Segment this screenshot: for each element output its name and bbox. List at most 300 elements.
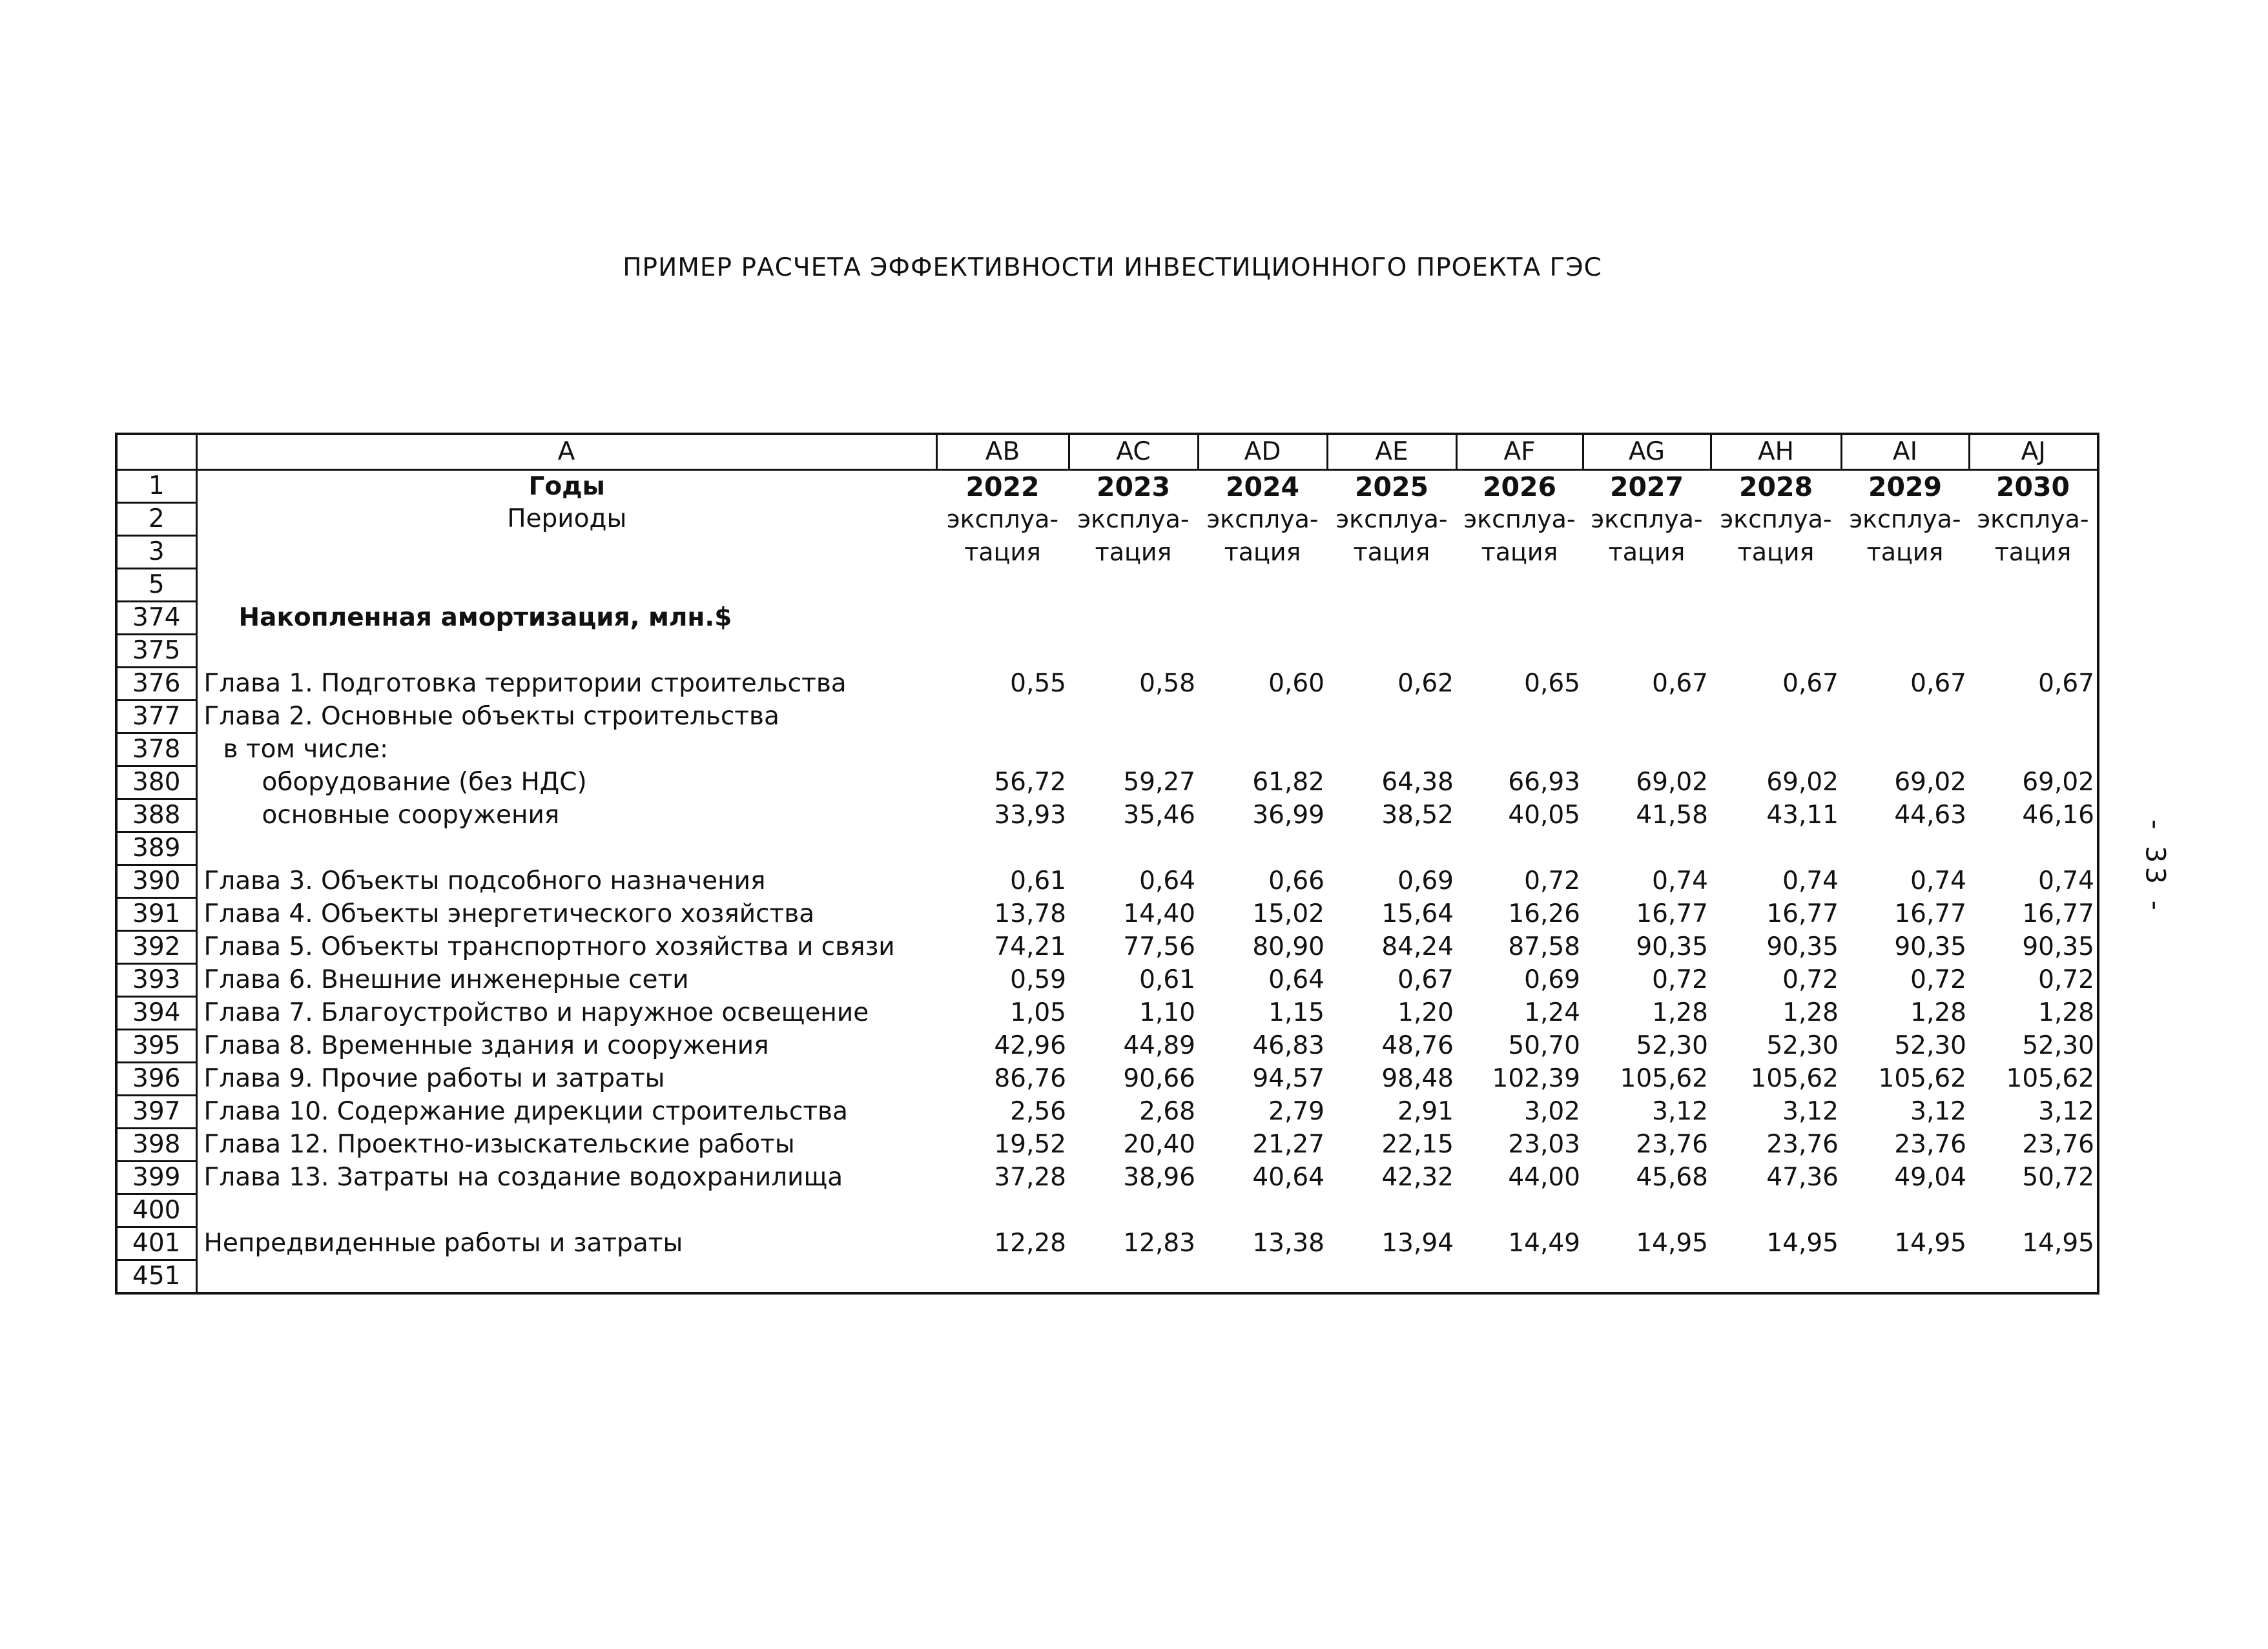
value-cell[interactable] [1327, 832, 1456, 865]
value-cell[interactable]: 21,27 [1252, 1130, 1325, 1159]
row-label: Глава 5. Объекты транспортного хозяйства и связи [196, 931, 936, 964]
value-cell[interactable]: 14,95 [1969, 1227, 2098, 1260]
value-cell[interactable] [1069, 1194, 1198, 1227]
row-label: Глава 12. Проектно-изыскательские работы [196, 1129, 936, 1162]
value-cell[interactable]: 41,58 [1636, 801, 1708, 830]
value-cell[interactable]: 80,90 [1252, 932, 1325, 961]
value-cell[interactable]: 0,59 [1010, 965, 1066, 994]
value-cell[interactable] [936, 832, 1069, 865]
value-cell[interactable]: 0,55 [1010, 669, 1066, 698]
value-cell[interactable] [1327, 1260, 1456, 1294]
period-cell[interactable]: эксплуа- [1206, 505, 1319, 533]
value-cell[interactable]: 38,96 [1123, 1163, 1195, 1192]
value-cell[interactable]: 16,77 [1894, 899, 1966, 928]
value-cell[interactable]: 69,02 [1969, 766, 2098, 799]
year-cell[interactable]: 2027 [1609, 471, 1684, 502]
row-number[interactable]: 392 [116, 931, 196, 964]
value-cell[interactable]: 52,30 [1969, 1030, 2098, 1063]
period-cell[interactable]: эксплуа- [1463, 505, 1576, 533]
value-cell[interactable]: 16,26 [1508, 899, 1580, 928]
value-cell[interactable]: 59,27 [1123, 768, 1195, 797]
value-cell[interactable]: 90,35 [1969, 931, 2098, 964]
value-cell[interactable]: 36,99 [1252, 801, 1325, 830]
value-cell[interactable] [1069, 635, 1198, 668]
value-cell[interactable]: 23,03 [1508, 1130, 1580, 1159]
value-cell[interactable] [1711, 832, 1841, 865]
period-cell[interactable]: тация [1095, 538, 1172, 566]
period-cell[interactable]: тация [1608, 538, 1686, 566]
value-cell[interactable]: 0,72 [1652, 965, 1708, 994]
value-cell[interactable]: 23,76 [1894, 1130, 1966, 1159]
value-cell[interactable] [1456, 832, 1583, 865]
table-row [116, 1030, 2098, 1063]
value-cell[interactable]: 15,64 [1381, 899, 1454, 928]
period-cell[interactable]: эксплуа- [1969, 503, 2098, 536]
value-cell[interactable]: 3,12 [1652, 1097, 1708, 1126]
value-cell[interactable] [1711, 1194, 1841, 1227]
row-number[interactable]: 398 [116, 1129, 196, 1162]
value-cell[interactable]: 13,94 [1381, 1229, 1454, 1258]
value-cell[interactable] [1711, 733, 1841, 766]
year-cell[interactable]: 2029 [1868, 471, 1943, 502]
empty-cell[interactable] [1583, 602, 1711, 635]
periods-row [116, 503, 2098, 536]
row-number[interactable]: 391 [116, 898, 196, 931]
value-cell[interactable]: 40,64 [1252, 1163, 1325, 1192]
value-cell[interactable]: 66,93 [1508, 768, 1580, 797]
value-cell[interactable] [1198, 701, 1327, 733]
value-cell[interactable] [1456, 733, 1583, 766]
value-cell[interactable] [1583, 635, 1711, 668]
row-number[interactable]: 394 [116, 997, 196, 1030]
period-cell[interactable]: тация [1866, 538, 1944, 566]
row-number[interactable]: 1 [116, 470, 196, 503]
row-number[interactable]: 397 [116, 1096, 196, 1129]
value-cell[interactable]: 42,96 [994, 1031, 1066, 1060]
empty-cell[interactable] [1456, 569, 1583, 602]
value-cell[interactable]: 69,02 [1894, 768, 1966, 797]
value-cell[interactable] [1327, 701, 1456, 733]
table-row [116, 733, 2098, 766]
empty-cell[interactable] [1327, 569, 1456, 602]
value-cell[interactable]: 105,62 [1750, 1064, 1839, 1093]
column-header[interactable]: AI [1841, 434, 1969, 470]
row-label: оборудование (без НДС) [196, 766, 936, 799]
value-cell[interactable]: 3,02 [1524, 1097, 1580, 1126]
value-cell[interactable]: 0,66 [1268, 866, 1325, 896]
row-number[interactable]: 378 [116, 733, 196, 766]
value-cell[interactable]: 46,16 [1969, 799, 2098, 832]
value-cell[interactable]: 84,24 [1381, 932, 1454, 961]
value-cell[interactable] [1198, 832, 1327, 865]
value-cell[interactable] [1583, 1260, 1711, 1294]
table-row [116, 964, 2098, 997]
value-cell[interactable]: 87,58 [1508, 932, 1580, 961]
value-cell[interactable]: 37,28 [994, 1163, 1066, 1192]
row-number[interactable]: 5 [116, 569, 196, 602]
value-cell[interactable]: 2,91 [1397, 1097, 1454, 1126]
value-cell[interactable] [1069, 733, 1198, 766]
value-cell[interactable]: 69,02 [1636, 768, 1708, 797]
period-cell[interactable]: эксплуа- [946, 505, 1059, 533]
value-cell[interactable] [1711, 701, 1841, 733]
table-row [116, 1162, 2098, 1194]
empty-cell[interactable] [1456, 602, 1583, 635]
period-cell[interactable]: тация [1353, 538, 1430, 566]
value-cell[interactable]: 52,30 [1766, 1031, 1839, 1060]
column-header[interactable]: AE [1327, 434, 1456, 470]
value-cell[interactable] [1198, 733, 1327, 766]
value-cell[interactable] [1069, 1260, 1198, 1294]
value-cell[interactable] [1969, 832, 2098, 865]
column-header[interactable]: AG [1583, 434, 1711, 470]
row-number[interactable]: 401 [116, 1227, 196, 1260]
empty-cell[interactable] [1969, 569, 2098, 602]
value-cell[interactable] [1583, 832, 1711, 865]
value-cell[interactable]: 94,57 [1252, 1064, 1325, 1093]
period-cell[interactable]: тация [1481, 538, 1558, 566]
row-label: основные сооружения [196, 799, 936, 832]
value-cell[interactable]: 1,28 [1782, 998, 1839, 1027]
column-header[interactable]: A [196, 434, 936, 470]
row-label: Глава 2. Основные объекты строительства [196, 701, 936, 733]
row-number[interactable]: 388 [116, 799, 196, 832]
column-header[interactable]: AB [936, 434, 1069, 470]
value-cell[interactable]: 12,83 [1123, 1229, 1195, 1258]
year-cell[interactable]: 2024 [1225, 471, 1300, 502]
column-header[interactable]: AH [1711, 434, 1841, 470]
value-cell[interactable] [1711, 1260, 1841, 1294]
page-number: - 33 - [2139, 819, 2172, 914]
table-row [116, 1194, 2098, 1227]
value-cell[interactable]: 102,39 [1492, 1064, 1580, 1093]
table-row [116, 701, 2098, 733]
year-cell[interactable]: 2022 [965, 471, 1040, 502]
value-cell[interactable] [1841, 1194, 1969, 1227]
column-header[interactable]: AJ [1969, 434, 2098, 470]
value-cell[interactable]: 3,12 [1910, 1097, 1966, 1126]
periods-row-2 [116, 536, 2098, 569]
value-cell[interactable]: 0,64 [1268, 965, 1325, 994]
value-cell[interactable]: 16,77 [1766, 899, 1839, 928]
year-cell[interactable]: 2025 [1354, 471, 1429, 502]
empty-cell[interactable] [1969, 602, 2098, 635]
row-number[interactable]: 2 [116, 503, 196, 536]
value-cell[interactable]: 52,30 [1636, 1031, 1708, 1060]
column-header[interactable]: AC [1069, 434, 1198, 470]
value-cell[interactable]: 0,72 [1782, 965, 1839, 994]
row-label: Глава 4. Объекты энергетического хозяйства [196, 898, 936, 931]
empty-cell[interactable] [1711, 569, 1841, 602]
value-cell[interactable]: 46,83 [1252, 1031, 1325, 1060]
value-cell[interactable]: 20,40 [1123, 1130, 1195, 1159]
period-cell[interactable]: тация [1737, 538, 1815, 566]
year-cell[interactable]: 2028 [1738, 471, 1813, 502]
value-cell[interactable]: 69,02 [1766, 768, 1839, 797]
value-cell[interactable]: 0,74 [1782, 866, 1839, 896]
value-cell[interactable]: 0,61 [1010, 866, 1066, 896]
value-cell[interactable] [936, 733, 1069, 766]
value-cell[interactable]: 0,65 [1524, 669, 1580, 698]
row-number[interactable]: 380 [116, 766, 196, 799]
value-cell[interactable]: 40,05 [1508, 801, 1580, 830]
value-cell[interactable] [1969, 635, 2098, 668]
value-cell[interactable]: 90,35 [1636, 932, 1708, 961]
value-cell[interactable]: 12,28 [994, 1229, 1066, 1258]
value-cell[interactable]: 77,56 [1123, 932, 1195, 961]
value-cell[interactable] [1198, 1194, 1327, 1227]
value-cell[interactable]: 2,79 [1268, 1097, 1325, 1126]
value-cell[interactable]: 0,64 [1139, 866, 1195, 896]
value-cell[interactable] [1583, 1194, 1711, 1227]
row-label: Непредвиденные работы и затраты [196, 1227, 936, 1260]
row-number[interactable]: 390 [116, 865, 196, 898]
value-cell[interactable]: 49,04 [1894, 1163, 1966, 1192]
value-cell[interactable]: 1,05 [1010, 998, 1066, 1027]
value-cell[interactable] [936, 1260, 1069, 1294]
row-number[interactable]: 374 [116, 602, 196, 635]
value-cell[interactable]: 44,63 [1894, 801, 1966, 830]
value-cell[interactable]: 0,69 [1397, 866, 1454, 896]
table-row [116, 898, 2098, 931]
column-header[interactable]: AF [1456, 434, 1583, 470]
value-cell[interactable]: 16,77 [1969, 898, 2098, 931]
row-label: Глава 6. Внешние инженерные сети [196, 964, 936, 997]
value-cell[interactable] [1969, 1260, 2098, 1294]
value-cell[interactable]: 44,89 [1123, 1031, 1195, 1060]
value-cell[interactable] [1069, 701, 1198, 733]
empty-cell[interactable] [1069, 569, 1198, 602]
value-cell[interactable]: 1,15 [1268, 998, 1325, 1027]
value-cell[interactable]: 1,28 [1652, 998, 1708, 1027]
empty-cell[interactable] [936, 602, 1069, 635]
value-cell[interactable]: 33,93 [994, 801, 1066, 830]
value-cell[interactable]: 3,12 [1782, 1097, 1839, 1126]
value-cell[interactable]: 1,28 [1910, 998, 1966, 1027]
value-cell[interactable]: 13,78 [994, 899, 1066, 928]
value-cell[interactable] [1327, 733, 1456, 766]
corner-cell[interactable] [116, 434, 196, 470]
empty-cell[interactable] [1069, 602, 1198, 635]
value-cell[interactable] [1456, 701, 1583, 733]
empty-cell[interactable] [1841, 602, 1969, 635]
section-title: Накопленная амортизация, млн.$ [196, 602, 936, 635]
value-cell[interactable]: 0,62 [1397, 669, 1454, 698]
value-cell[interactable]: 0,72 [1969, 964, 2098, 997]
row-number[interactable]: 376 [116, 668, 196, 701]
empty-cell[interactable] [1198, 602, 1327, 635]
value-cell[interactable]: 0,67 [1652, 669, 1708, 698]
value-cell[interactable]: 64,38 [1381, 768, 1454, 797]
value-cell[interactable] [1198, 1260, 1327, 1294]
table-row [116, 1227, 2098, 1260]
period-cell[interactable]: эксплуа- [1335, 505, 1448, 533]
row-label: в том числе: [196, 733, 936, 766]
year-cell[interactable]: 2030 [1969, 470, 2098, 503]
value-cell[interactable]: 52,30 [1894, 1031, 1966, 1060]
table-row [116, 668, 2098, 701]
row-label: Глава 10. Содержание дирекции строительства [196, 1096, 936, 1129]
empty-cell[interactable] [1841, 569, 1969, 602]
year-cell[interactable]: 2023 [1096, 471, 1171, 502]
value-cell[interactable] [1456, 1260, 1583, 1294]
period-cell[interactable]: тация [1224, 538, 1301, 566]
value-cell[interactable] [1841, 635, 1969, 668]
value-cell[interactable]: 90,66 [1123, 1064, 1195, 1093]
value-cell[interactable]: 14,49 [1508, 1229, 1580, 1258]
value-cell[interactable]: 16,77 [1636, 899, 1708, 928]
empty-cell[interactable] [936, 569, 1069, 602]
value-cell[interactable]: 22,15 [1381, 1130, 1454, 1159]
row-label [196, 1194, 936, 1227]
value-cell[interactable]: 0,74 [1910, 866, 1966, 896]
empty-label [196, 569, 936, 602]
row-number[interactable]: 393 [116, 964, 196, 997]
value-cell[interactable]: 105,62 [1620, 1064, 1708, 1093]
value-cell[interactable] [1198, 635, 1327, 668]
value-cell[interactable]: 23,76 [1969, 1129, 2098, 1162]
value-cell[interactable]: 0,67 [1782, 669, 1839, 698]
value-cell[interactable] [1327, 635, 1456, 668]
value-cell[interactable]: 47,36 [1766, 1163, 1839, 1192]
row-number[interactable]: 396 [116, 1063, 196, 1096]
value-cell[interactable]: 2,68 [1139, 1097, 1195, 1126]
value-cell[interactable]: 45,68 [1636, 1163, 1708, 1192]
empty-cell[interactable] [1198, 569, 1327, 602]
value-cell[interactable]: 1,10 [1139, 998, 1195, 1027]
value-cell[interactable]: 3,12 [1969, 1096, 2098, 1129]
value-cell[interactable]: 14,95 [1636, 1229, 1708, 1258]
value-cell[interactable] [1841, 832, 1969, 865]
value-cell[interactable]: 23,76 [1636, 1130, 1708, 1159]
column-header[interactable]: AD [1198, 434, 1327, 470]
period-cell[interactable]: эксплуа- [1077, 505, 1190, 533]
value-cell[interactable] [1327, 1194, 1456, 1227]
row-number[interactable]: 395 [116, 1030, 196, 1063]
row-number[interactable]: 399 [116, 1162, 196, 1194]
value-cell[interactable]: 44,00 [1508, 1163, 1580, 1192]
row-label: Глава 7. Благоустройство и наружное освещение [196, 997, 936, 1030]
value-cell[interactable]: 19,52 [994, 1130, 1066, 1159]
row-number[interactable]: 3 [116, 536, 196, 569]
row-label [196, 1260, 936, 1294]
row-number[interactable]: 400 [116, 1194, 196, 1227]
value-cell[interactable] [1069, 832, 1198, 865]
value-cell[interactable] [1583, 701, 1711, 733]
table-row [116, 799, 2098, 832]
value-cell[interactable] [1456, 635, 1583, 668]
value-cell[interactable] [936, 1194, 1069, 1227]
value-cell[interactable]: 35,46 [1123, 801, 1195, 830]
value-cell[interactable] [1583, 733, 1711, 766]
value-cell[interactable]: 42,32 [1381, 1163, 1454, 1192]
row-label: Глава 1. Подготовка территории строительства [196, 668, 936, 701]
value-cell[interactable]: 61,82 [1252, 768, 1325, 797]
value-cell[interactable]: 50,70 [1508, 1031, 1580, 1060]
value-cell[interactable] [1969, 1194, 2098, 1227]
empty-cell[interactable] [1711, 602, 1841, 635]
row-number[interactable]: 389 [116, 832, 196, 865]
value-cell[interactable]: 15,02 [1252, 899, 1325, 928]
value-cell[interactable] [936, 635, 1069, 668]
value-cell[interactable]: 50,72 [1969, 1162, 2098, 1194]
value-cell[interactable] [1841, 733, 1969, 766]
value-cell[interactable] [936, 701, 1069, 733]
value-cell[interactable]: 13,38 [1252, 1229, 1325, 1258]
value-cell[interactable]: 0,67 [1969, 668, 2098, 701]
row-number[interactable]: 451 [116, 1260, 196, 1294]
value-cell[interactable]: 98,48 [1381, 1064, 1454, 1093]
value-cell[interactable]: 14,40 [1123, 899, 1195, 928]
value-cell[interactable] [1841, 701, 1969, 733]
period-cell[interactable]: эксплуа- [1720, 505, 1832, 533]
period-cell[interactable]: эксплуа- [1591, 505, 1703, 533]
value-cell[interactable] [1841, 1260, 1969, 1294]
value-cell[interactable]: 0,69 [1524, 965, 1580, 994]
value-cell[interactable] [1456, 1194, 1583, 1227]
value-cell[interactable]: 105,62 [1969, 1063, 2098, 1096]
value-cell[interactable]: 0,72 [1910, 965, 1966, 994]
value-cell[interactable]: 105,62 [1878, 1064, 1966, 1093]
value-cell[interactable]: 90,35 [1894, 932, 1966, 961]
spreadsheet-table [115, 433, 2099, 1295]
value-cell[interactable]: 0,67 [1910, 669, 1966, 698]
row-label [196, 635, 936, 668]
row-label: Глава 13. Затраты на создание водохранилища [196, 1162, 936, 1194]
empty-cell[interactable] [1583, 569, 1711, 602]
value-cell[interactable]: 0,60 [1268, 669, 1325, 698]
value-cell[interactable] [1969, 701, 2098, 733]
period-cell[interactable]: тация [1969, 536, 2098, 569]
value-cell[interactable]: 43,11 [1766, 801, 1839, 830]
row-label: Глава 3. Объекты подсобного назначения [196, 865, 936, 898]
table-row [116, 997, 2098, 1030]
value-cell[interactable]: 56,72 [994, 768, 1066, 797]
value-cell[interactable]: 23,76 [1766, 1130, 1839, 1159]
empty-cell[interactable] [1327, 602, 1456, 635]
value-cell[interactable]: 1,28 [1969, 997, 2098, 1030]
value-cell[interactable]: 38,52 [1381, 801, 1454, 830]
value-cell[interactable]: 1,20 [1397, 998, 1454, 1027]
value-cell[interactable]: 0,67 [1397, 965, 1454, 994]
value-cell[interactable]: 0,72 [1524, 866, 1580, 896]
periods-label: Периоды [196, 503, 936, 536]
value-cell[interactable]: 74,21 [994, 932, 1066, 961]
value-cell[interactable]: 0,74 [1969, 865, 2098, 898]
value-cell[interactable]: 0,74 [1652, 866, 1708, 896]
value-cell[interactable]: 90,35 [1766, 932, 1839, 961]
value-cell[interactable]: 48,76 [1381, 1031, 1454, 1060]
row-number[interactable]: 375 [116, 635, 196, 668]
value-cell[interactable]: 0,58 [1139, 669, 1195, 698]
table-row [116, 635, 2098, 668]
year-cell[interactable]: 2026 [1482, 471, 1557, 502]
value-cell[interactable]: 2,56 [1010, 1097, 1066, 1126]
value-cell[interactable]: 14,95 [1894, 1229, 1966, 1258]
value-cell[interactable]: 0,61 [1139, 965, 1195, 994]
period-cell[interactable]: эксплуа- [1849, 505, 1961, 533]
value-cell[interactable]: 1,24 [1524, 998, 1580, 1027]
value-cell[interactable] [1711, 635, 1841, 668]
value-cell[interactable]: 14,95 [1766, 1229, 1839, 1258]
value-cell[interactable]: 86,76 [994, 1064, 1066, 1093]
value-cell[interactable] [1969, 733, 2098, 766]
table-row [116, 1129, 2098, 1162]
table-row [116, 832, 2098, 865]
row-label: Глава 9. Прочие работы и затраты [196, 1063, 936, 1096]
period-cell[interactable]: тация [964, 538, 1041, 566]
row-number[interactable]: 377 [116, 701, 196, 733]
